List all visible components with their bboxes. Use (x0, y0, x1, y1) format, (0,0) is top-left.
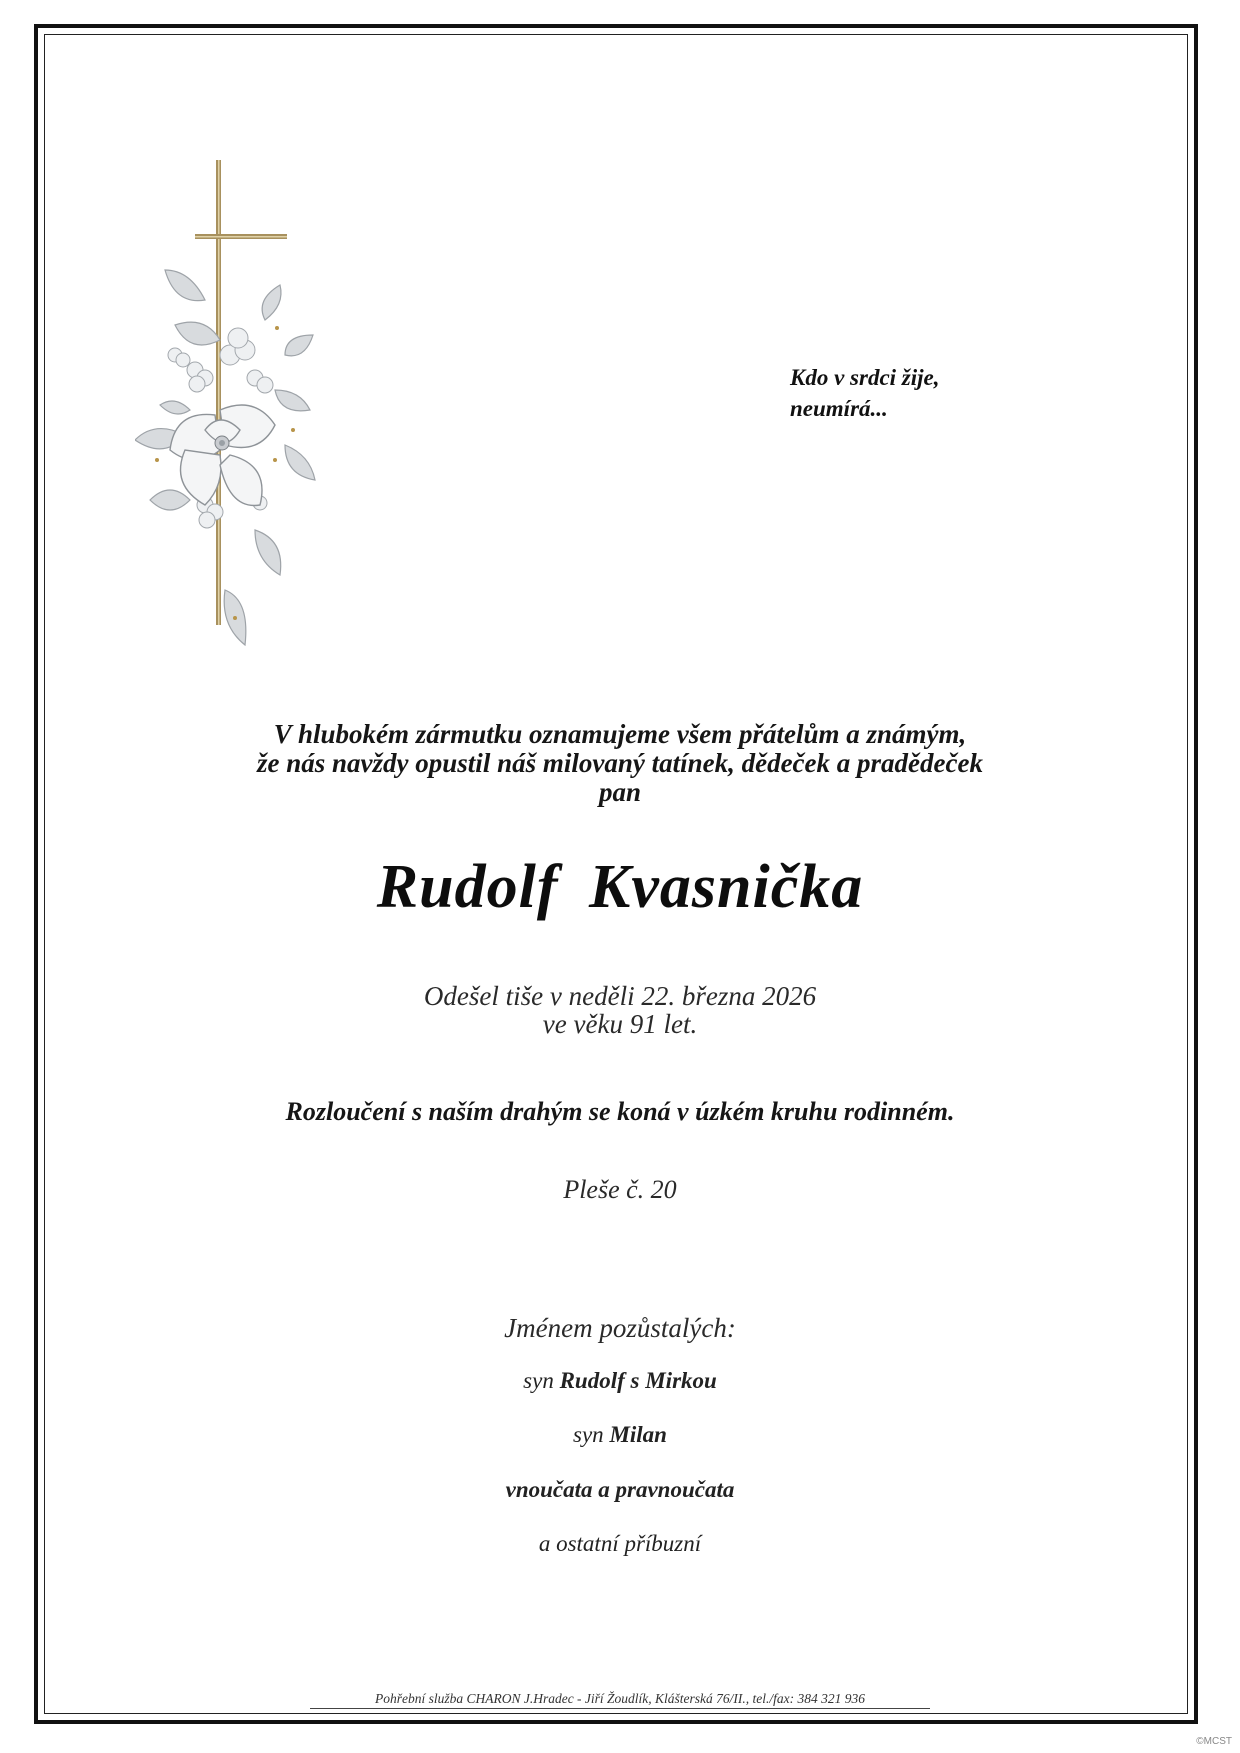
mourner-name: Rudolf s Mirkou (559, 1368, 717, 1393)
death-notice-line-1: Odešel tiše v neděli 22. března 2026 (423, 981, 817, 1011)
farewell-notice: Rozloučení s naším drahým se koná v úzkém kruhu rodinném. (285, 1097, 955, 1126)
funeral-service-footer: Pohřební služba CHARON J.Hradec - Jiří Žoudlík, Klášterská 76/II., tel./fax: 384 321 936 (310, 1691, 930, 1709)
mourner-name: vnoučata a pravnoučata (505, 1477, 735, 1502)
address: Pleše č. 20 (563, 1175, 677, 1204)
motto (790, 362, 1070, 424)
mourner-item (0, 1477, 1240, 1503)
copyright: ©MCST (1196, 1736, 1232, 1747)
mourner-item (0, 1531, 1240, 1557)
mourner-prefix: syn (573, 1422, 604, 1447)
announcement-intro (0, 720, 1240, 807)
intro-line-1: V hlubokém zármutku oznamujeme všem přátelům a známým, (273, 719, 967, 749)
mourner-prefix: syn (523, 1368, 554, 1393)
death-notice (0, 982, 1240, 1038)
deceased-name: Rudolf Kvasnička (376, 853, 864, 921)
cross-with-flowers-icon (135, 160, 335, 650)
mourner-item (0, 1422, 1240, 1448)
motto-line-2: neumírá... (790, 396, 888, 421)
intro-line-3: pan (598, 777, 642, 807)
mourner-name: Milan (609, 1422, 667, 1447)
intro-line-2: že nás navždy opustil náš milovaný tatínek, dědeček a pradědeček (257, 748, 983, 778)
mourner-item (0, 1368, 1240, 1394)
motto-line-1: Kdo v srdci žije, (790, 365, 940, 390)
mourner-prefix: a ostatní příbuzní (538, 1531, 702, 1556)
mourners-title: Jménem pozůstalých: (504, 1313, 736, 1343)
death-notice-line-2: ve věku 91 let. (542, 1009, 698, 1039)
